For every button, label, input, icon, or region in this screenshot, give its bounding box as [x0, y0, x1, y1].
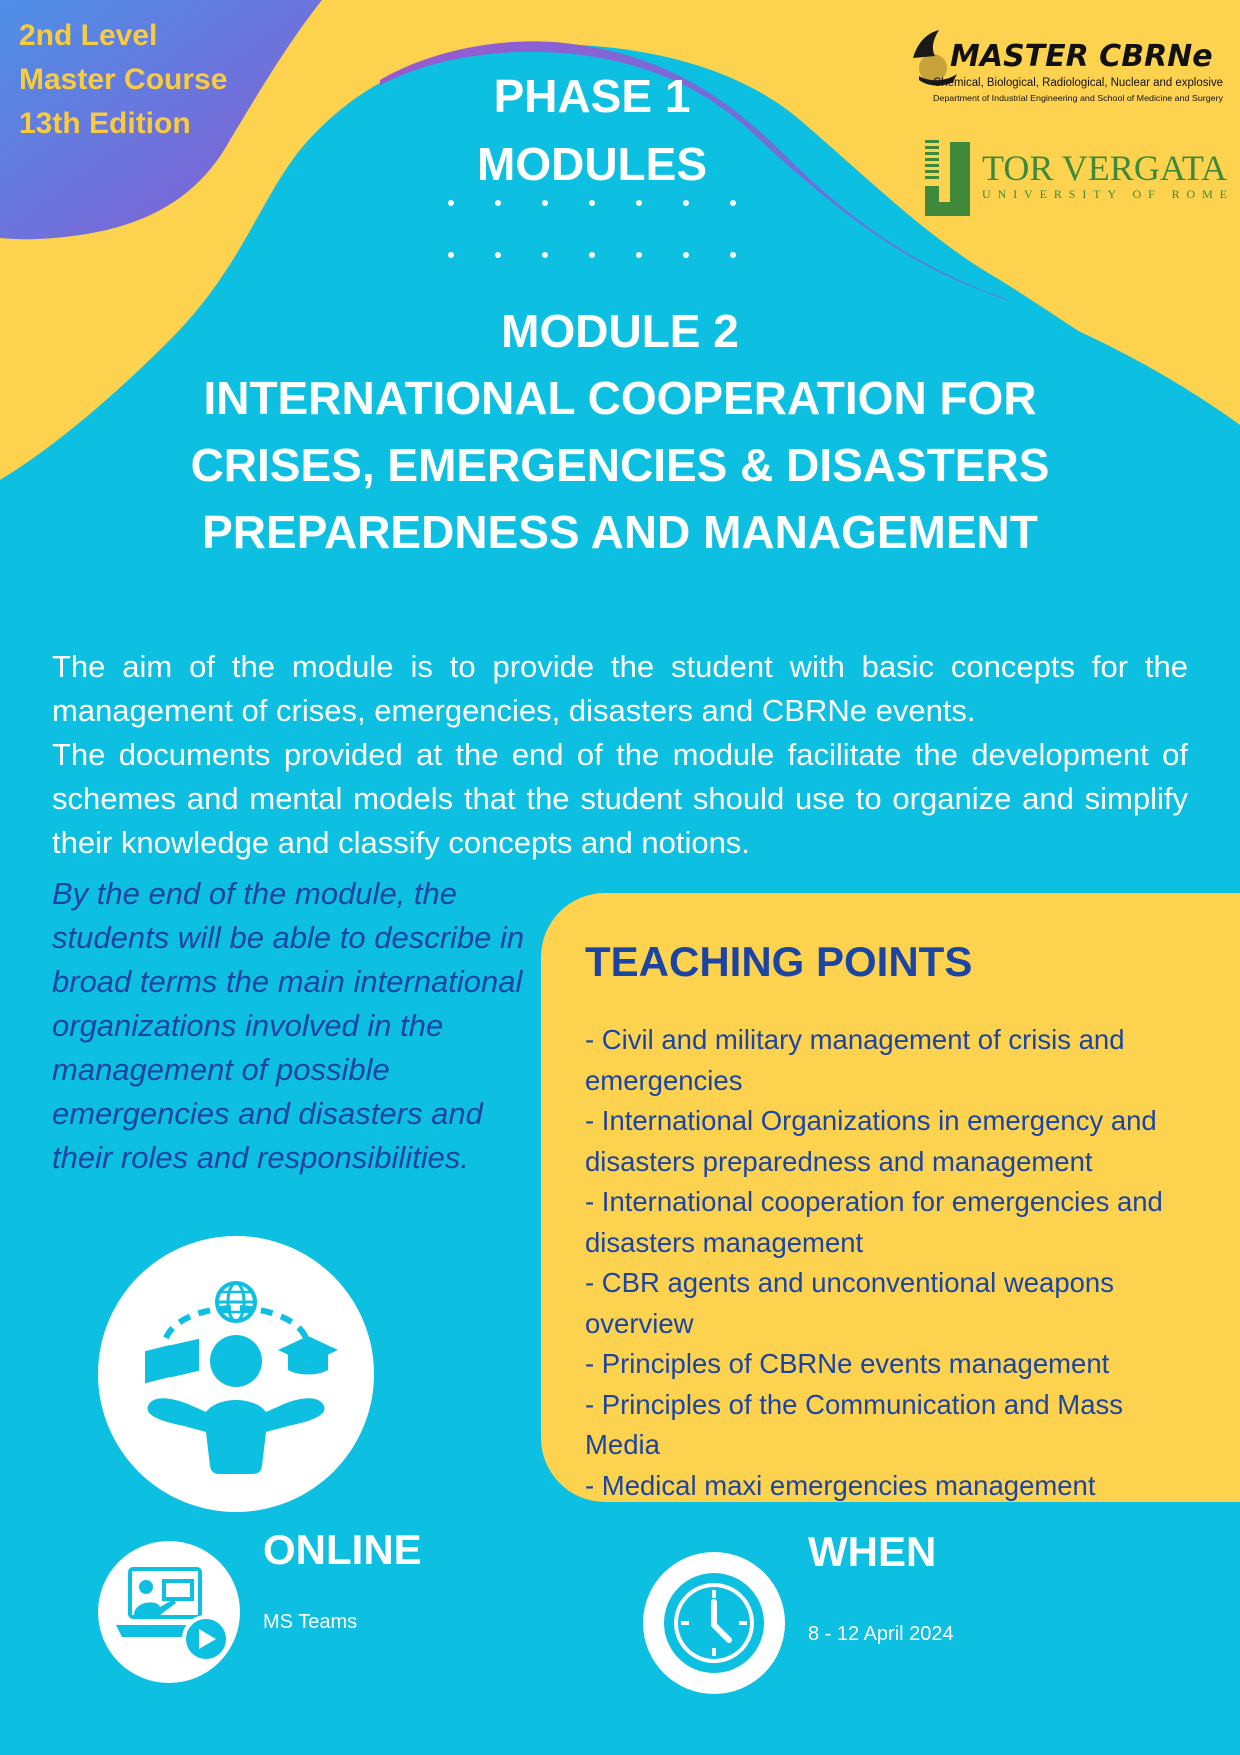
- online-icon-circle: [98, 1541, 240, 1683]
- course-edition: [19, 14, 227, 146]
- when-icon-circle: [643, 1552, 785, 1694]
- teaching-point: - Principles of CBRNe events management: [585, 1348, 1110, 1379]
- online-platform: MS Teams: [263, 1611, 358, 1633]
- tor-vergata-logo: [920, 140, 1230, 220]
- clock-icon: [643, 1552, 785, 1694]
- edition-line-2: Master Course: [19, 63, 228, 96]
- module-title-line-3: CRISES, EMERGENCIES & DISASTERS: [190, 439, 1050, 491]
- intro-paragraph-1: The aim of the module is to provide the student with basic concepts for the management of crises, emergencies, disasters and CBRNe events.: [52, 649, 1188, 728]
- module-title-line-2: INTERNATIONAL COOPERATION FOR: [203, 372, 1037, 424]
- teaching-points-title: TEACHING POINTS: [585, 938, 973, 985]
- teaching-point: - International Organizations in emergency and disasters preparedness and management: [585, 1105, 1157, 1177]
- edition-line-3: 13th Edition: [19, 107, 191, 140]
- edition-line-1: 2nd Level: [19, 19, 158, 52]
- module-title: [100, 298, 1140, 566]
- phase-heading: [430, 62, 754, 198]
- teaching-points-list: [585, 1020, 1205, 1506]
- intro-paragraph-2: The documents provided at the end of the module facilitate the development of schemes and mental models that the student should use to organize and simplify their knowledge and classify concepts and notions.: [52, 737, 1188, 860]
- master-cbrne-logo-department: Department of Industrial Engineering and School of Medicine and Surgery: [933, 93, 1224, 103]
- dot-divider: [430, 200, 754, 304]
- teaching-point: - Principles of the Communication and Mass Media: [585, 1388, 1124, 1460]
- online-title: ONLINE: [263, 1526, 422, 1573]
- master-cbrne-logo-name: MASTER CBRNe: [950, 39, 1213, 74]
- student-icon-circle: [98, 1236, 374, 1512]
- module-title-line-1: MODULE 2: [501, 305, 739, 357]
- tor-vergata-emblem: [925, 140, 970, 216]
- module-introduction: [52, 645, 1188, 865]
- teaching-point: - Medical maxi emergencies management: [585, 1469, 1096, 1501]
- when-dates: 8 - 12 April 2024: [808, 1623, 954, 1645]
- master-cbrne-logo-subtitle: Chemical, Biological, Radiological, Nuclear and explosive: [933, 77, 1223, 89]
- online-laptop-icon: [98, 1541, 240, 1683]
- learning-outcome: By the end of the module, the students will be able to describe in broad terms the main international organizations involved in the management of possible emergencies and disasters and their roles and responsibilities.: [52, 876, 525, 1175]
- module-title-line-4: PREPAREDNESS AND MANAGEMENT: [202, 506, 1038, 558]
- tor-vergata-logo-name: TOR VERGATA: [982, 148, 1227, 188]
- student-knowledge-icon: [98, 1236, 374, 1512]
- master-cbrne-logo: [905, 28, 1230, 113]
- phase-line-2: MODULES: [477, 138, 707, 190]
- teaching-point: - CBR agents and unconventional weapons overview: [585, 1267, 1114, 1339]
- phase-line-1: PHASE 1: [493, 70, 691, 122]
- teaching-point: - Civil and military management of crisis and emergencies: [585, 1024, 1125, 1096]
- when-title: WHEN: [808, 1528, 937, 1575]
- tor-vergata-logo-subtitle: UNIVERSITY OF ROME: [982, 187, 1227, 201]
- teaching-point: - International cooperation for emergencies and disasters management: [585, 1186, 1163, 1258]
